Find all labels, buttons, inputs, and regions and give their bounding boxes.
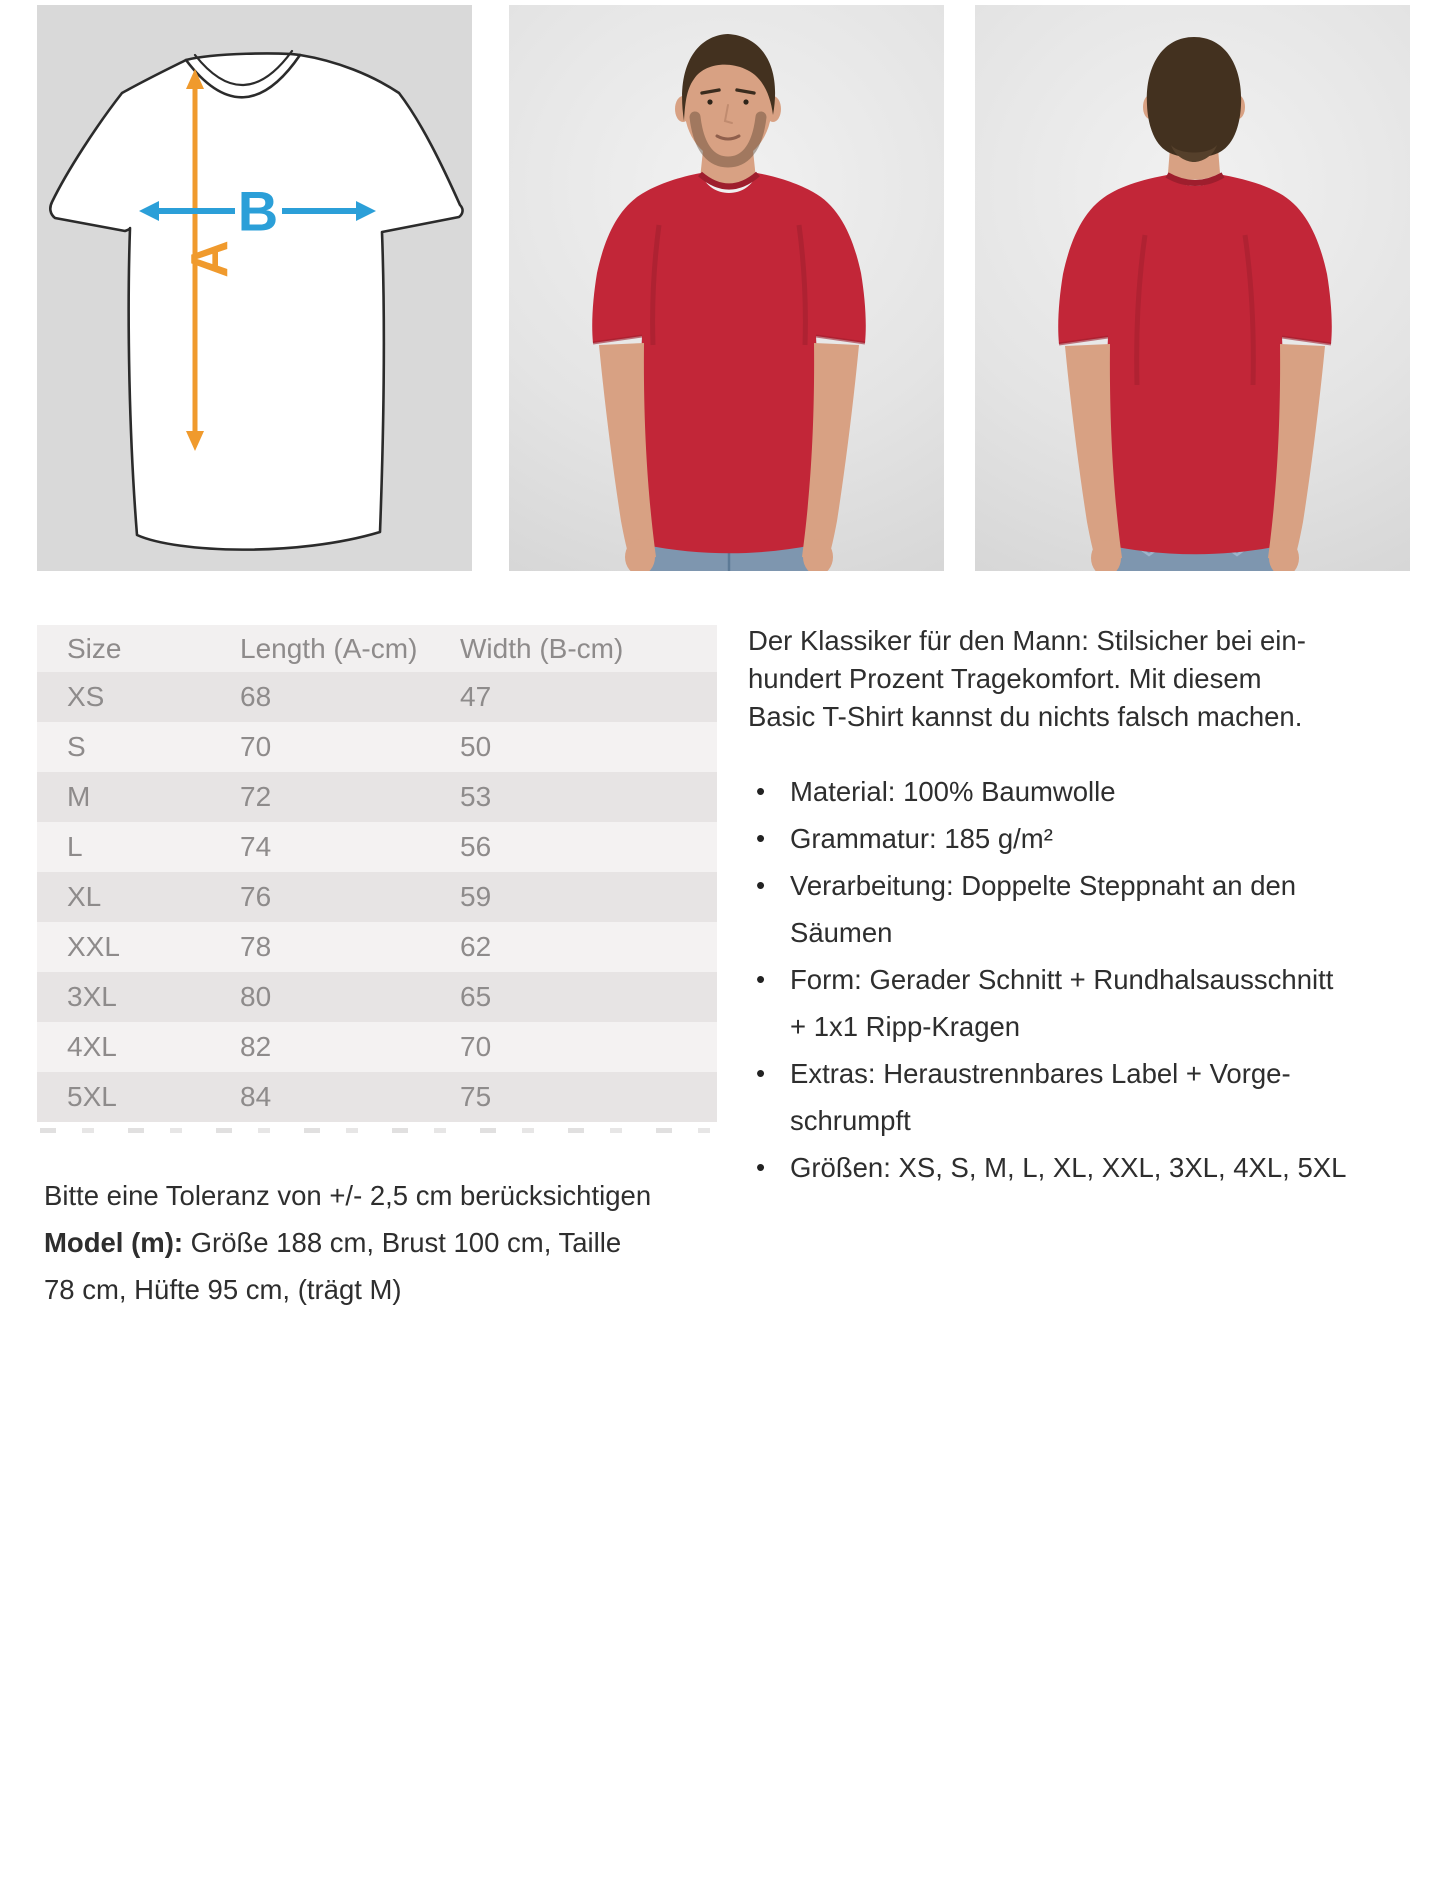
- cell-width: 56: [460, 831, 492, 862]
- feature-line: + 1x1 Ripp-Kragen: [790, 1011, 1021, 1042]
- size-diagram-panel: [37, 5, 472, 571]
- feature-line: schrumpft: [790, 1105, 911, 1136]
- cell-size: XXL: [67, 931, 120, 962]
- hair-back: [1147, 37, 1241, 158]
- cell-size: S: [67, 731, 86, 762]
- model-info-line2: 78 cm, Hüfte 95 cm, (trägt M): [44, 1274, 402, 1305]
- diagram-label-a: A: [181, 240, 239, 278]
- cell-width: 65: [460, 981, 492, 1012]
- cell-length: 68: [240, 681, 272, 712]
- feature-form: [748, 956, 1388, 1050]
- size-table-header: [37, 625, 717, 672]
- cell-size: XL: [67, 881, 102, 912]
- table-row: [37, 1072, 717, 1122]
- feature-groessen: [748, 1144, 1388, 1191]
- model-back-figure: [975, 5, 1410, 571]
- cell-width: 47: [460, 681, 492, 712]
- cell-length: 84: [240, 1081, 272, 1112]
- model-front-figure: [509, 5, 944, 571]
- table-row: [37, 822, 717, 872]
- cell-size: XS: [67, 681, 105, 712]
- clipped-row-artifact: [40, 1128, 712, 1133]
- tshirt-outline: [50, 51, 462, 550]
- cell-length: 82: [240, 1031, 272, 1062]
- feature-line: • Grammatur: 185 g/m²: [790, 823, 1053, 854]
- model-front-photo: [509, 5, 944, 571]
- cell-width: 59: [460, 881, 492, 912]
- tshirt-measure-diagram: [37, 5, 472, 571]
- column-header-length: Length (A-cm): [240, 632, 418, 664]
- table-row: [37, 922, 717, 972]
- feature-material: [748, 768, 1388, 815]
- table-row: [37, 672, 717, 722]
- model-back-photo: [975, 5, 1410, 571]
- cell-width: 75: [460, 1081, 492, 1112]
- model-info-line: [44, 1219, 664, 1266]
- cell-size: M: [67, 781, 91, 812]
- cell-length: 78: [240, 931, 272, 962]
- cell-width: 50: [460, 731, 492, 762]
- table-row: [37, 1022, 717, 1072]
- feature-line: • Material: 100% Baumwolle: [790, 776, 1116, 807]
- cell-length: 70: [240, 731, 272, 762]
- description-intro: [748, 622, 1388, 736]
- intro-line: hundert Prozent Tragekomfort. Mit diesem: [748, 663, 1262, 694]
- intro-line: Basic T-Shirt kannst du nichts falsch machen.: [748, 701, 1303, 732]
- diagram-label-b: B: [237, 179, 279, 243]
- tolerance-line: Bitte eine Toleranz von +/- 2,5 cm berücksichtigen: [44, 1180, 652, 1211]
- feature-verarbeitung: [748, 862, 1388, 956]
- feature-line: • Extras: Heraustrennbares Label + Vorge-: [790, 1058, 1291, 1089]
- feature-line: • Form: Gerader Schnitt + Rundhalsausschnitt: [790, 964, 1334, 995]
- table-row: [37, 772, 717, 822]
- feature-list: [748, 768, 1388, 1191]
- tolerance-note: [44, 1172, 664, 1313]
- intro-line: Der Klassiker für den Mann: Stilsicher bei ein-: [748, 625, 1306, 656]
- cell-width: 53: [460, 781, 492, 812]
- cell-size: 5XL: [67, 1081, 117, 1112]
- product-description: [748, 622, 1388, 1191]
- feature-line: Säumen: [790, 917, 893, 948]
- table-row: [37, 972, 717, 1022]
- feature-grammatur: [748, 815, 1388, 862]
- column-header-size: Size: [67, 632, 122, 664]
- table-row: [37, 722, 717, 772]
- cell-size: 4XL: [67, 1031, 117, 1062]
- cell-length: 72: [240, 781, 272, 812]
- cell-length: 74: [240, 831, 272, 862]
- cell-length: 80: [240, 981, 272, 1012]
- cell-width: 70: [460, 1031, 492, 1062]
- model-info-rest: Größe 188 cm, Brust 100 cm, Taille: [183, 1227, 622, 1258]
- table-row: [37, 872, 717, 922]
- column-header-width: Width (B-cm): [460, 632, 624, 664]
- cell-width: 62: [460, 931, 492, 962]
- feature-extras: [748, 1050, 1388, 1144]
- size-table: [37, 625, 717, 1122]
- cell-size: L: [67, 831, 83, 862]
- model-label: Model (m):: [44, 1227, 184, 1258]
- cell-size: 3XL: [67, 981, 117, 1012]
- feature-line: • Verarbeitung: Doppelte Steppnaht an den: [790, 870, 1297, 901]
- feature-line: • Größen: XS, S, M, L, XL, XXL, 3XL, 4XL, 5XL: [790, 1152, 1347, 1183]
- cell-length: 76: [240, 881, 272, 912]
